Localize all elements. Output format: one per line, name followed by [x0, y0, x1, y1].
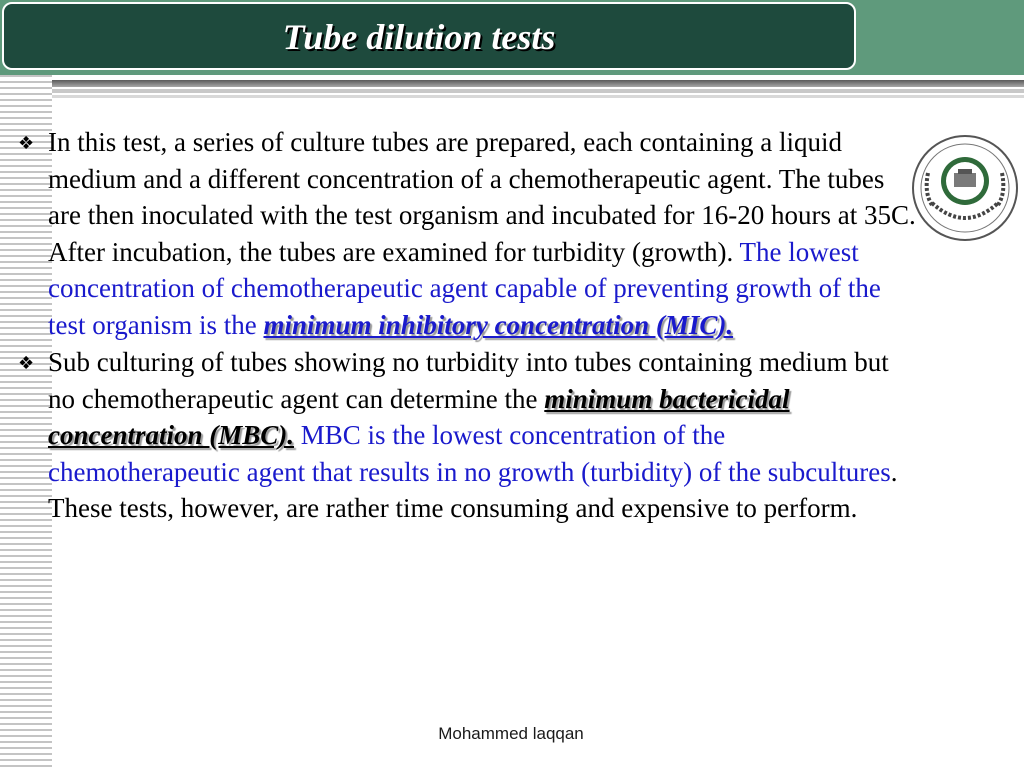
footer-text: Mohammed laqqan — [438, 724, 584, 743]
bullet-text: In this test, a series of culture tubes are prepared, each containing a liquid medium and a different concentration of a chemotherapeutic agent. The tubes are then inoculated with the test organism and incubated for 16-20 hours at 35C. After incubation, the tubes are examined for turbidity (growth). — [48, 127, 916, 267]
slide-title: Tube dilution tests — [282, 17, 556, 57]
bullet-highlight-text: The lowest concentration of chemotherapeutic agent capable of preventing growth of the test organism is the — [48, 236, 881, 340]
term-mic: minimum inhibitory concentration (MIC). — [263, 309, 734, 340]
left-stripe-decoration — [0, 75, 52, 768]
university-seal-icon — [910, 133, 1020, 243]
term-mbc: minimum bactericidal concentration (MBC). — [48, 383, 790, 450]
bullet-text: Sub culturing of tubes showing no turbidity into tubes containing medium but no chemotherapeutic agent can determine the — [48, 347, 889, 414]
title-box — [2, 2, 856, 70]
bullet-tail-text: . These tests, however, are rather time consuming and expensive to perform. — [48, 456, 898, 523]
four-diamond-bullet-icon: ❖ — [18, 353, 35, 374]
four-diamond-bullet-icon: ❖ — [18, 133, 35, 154]
slide-body — [18, 124, 918, 527]
footer-author — [0, 724, 1024, 744]
bullet-mbc — [18, 344, 918, 527]
bullet-mic — [18, 124, 918, 343]
bullet-highlight-text: MBC is the lowest concentration of the chemotherapeutic agent that results in no growth (turbidity) of the subcultures — [48, 420, 891, 487]
